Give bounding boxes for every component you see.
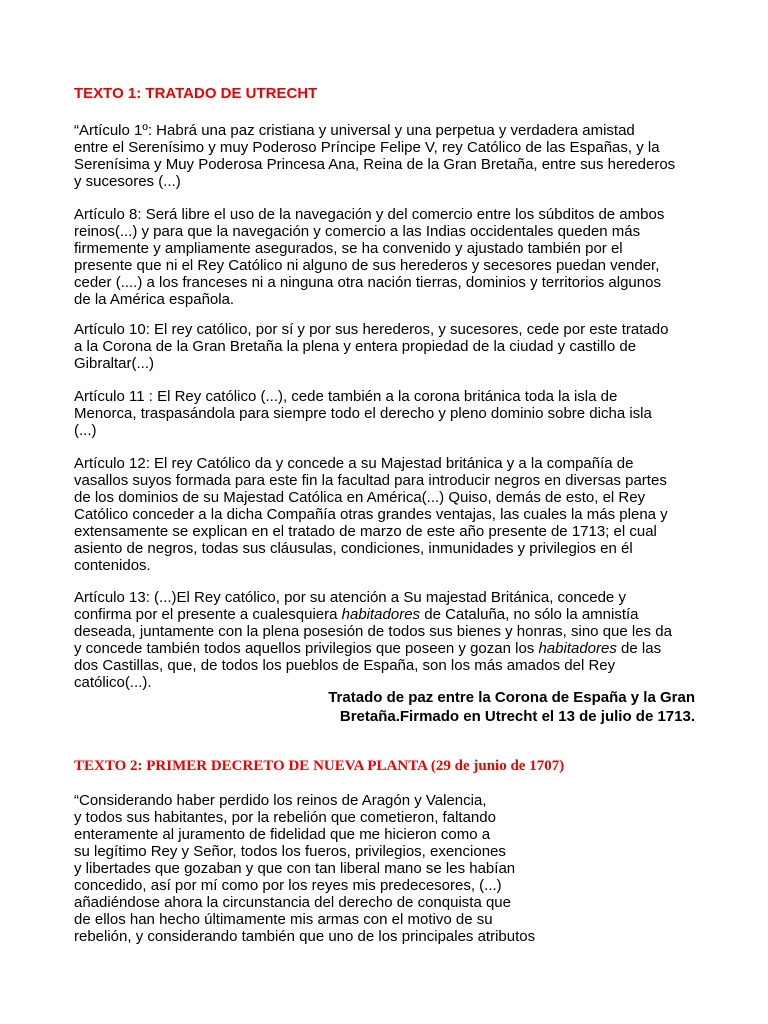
text-line: enteramente al juramento de fidelidad que me hicieron como a <box>74 826 491 843</box>
text-line: dos Castillas, que, de todos los pueblos de España, son los más amados del Rey <box>74 657 616 674</box>
text-line: su legítimo Rey y Señor, todos los fueros, privilegios, exenciones <box>74 843 506 860</box>
articulo-12-paragraph <box>74 455 704 574</box>
text-line: y libertades que gozaban y que con tan liberal mano se les habían <box>74 860 516 877</box>
text-line <box>74 640 704 657</box>
text-segment: de Cataluña, no sólo la amnistía <box>420 606 639 623</box>
text-line: Artículo 8: Será libre el uso de la navegación y del comercio entre los súbditos de ambos <box>74 206 665 223</box>
text-line: “Artículo 1º: Habrá una paz cristiana y universal y una perpetua y verdadera amistad <box>74 122 635 139</box>
text-line: concedido, así por mí como por los reyes mis predecesores, (...) <box>74 877 502 894</box>
text-line: (...) <box>74 422 97 439</box>
text-line: Gibraltar(...) <box>74 355 155 372</box>
text-line: y todos sus habitantes, por la rebelión que cometieron, faltando <box>74 809 496 826</box>
text-segment: y concede también todos aquellos privilegios que poseen y gozan los <box>74 640 539 657</box>
text-line <box>74 606 704 623</box>
text-line: rebelión, y considerando también que uno de los principales atributos <box>74 928 536 945</box>
articulo-11-paragraph <box>74 388 704 439</box>
articulo-8-paragraph <box>74 206 704 308</box>
text-line: presente que ni el Rey Católico ni alguno de sus herederos y secesores puedan vender, <box>74 257 660 274</box>
text-line: Católico conceder a la dicha Compañía otras grandes ventajas, las cuales la más plena y <box>74 506 668 523</box>
text-line: de la América española. <box>74 291 235 308</box>
articulo-10-paragraph <box>74 321 704 372</box>
text-line: vasallos suyos formada para este fin la facultad para introducir negros en diversas partes <box>74 472 667 489</box>
text-line: deseada, juntamente con la plena posesión de todos sus bienes y honras, sino que les da <box>74 623 672 640</box>
text-line: firmemente y ampliamente asegurados, se ha convenido y ajustado también por el <box>74 240 623 257</box>
text-line: extensamente se explican en el tratado de marzo de este año presente de 1713; el cual <box>74 523 657 540</box>
texto1-heading: TEXTO 1: TRATADO DE UTRECHT <box>74 85 318 102</box>
text-line: añadiéndose ahora la circunstancia del derecho de conquista que <box>74 894 511 911</box>
articulo-13-paragraph <box>74 589 704 691</box>
text-line: a la Corona de la Gran Bretaña la plena y entera propiedad de la ciudad y castillo de <box>74 338 637 355</box>
text-line: de los dominios de su Majestad Católica en América(...) Quiso, demás de esto, el Rey <box>74 489 646 506</box>
text-line: “Considerando haber perdido los reinos de Aragón y Valencia, <box>74 792 487 809</box>
text-line: Menorca, traspasándola para siempre todo el derecho y pleno dominio sobre dicha isla <box>74 405 652 422</box>
articulo-1-paragraph <box>74 122 704 190</box>
texto2-heading: TEXTO 2: PRIMER DECRETO DE NUEVA PLANTA (29 de junio de 1707) <box>74 758 565 774</box>
decreto-paragraph <box>74 792 704 945</box>
signature-line: Bretaña.Firmado en Utrecht el 13 de julio de 1713. <box>339 708 695 725</box>
signature-line: Tratado de paz entre la Corona de España y la Gran <box>328 689 695 706</box>
text-line: entre el Serenísimo y muy Poderoso Príncipe Felipe V, rey Católico de las Españas, y la <box>74 139 660 156</box>
text-line: católico(...). <box>74 674 152 691</box>
text-line: ceder (....) a los franceses ni a ninguna otra nación tierras, dominios y territorios algunos <box>74 274 661 291</box>
treaty-source-signature <box>328 688 695 726</box>
text-line: Artículo 12: El rey Católico da y concede a su Majestad británica y a la compañía de <box>74 455 634 472</box>
text-line: reinos(...) y para que la navegación y comercio a las Indias occidentales queden más <box>74 223 641 240</box>
italic-term: habitadores <box>538 640 617 657</box>
text-line: y sucesores (...) <box>74 173 181 190</box>
text-segment: confirma por el presente a cualesquiera <box>74 606 342 623</box>
text-line: de ellos han hecho últimamente mis armas con el motivo de su <box>74 911 493 928</box>
text-line: Artículo 11 : El Rey católico (...), cede también a la corona británica toda la isla de <box>74 388 618 405</box>
text-line: contenidos. <box>74 557 151 574</box>
text-line: asiento de negros, todas sus cláusulas, condiciones, inmunidades y privilegios en él <box>74 540 633 557</box>
text-line: Serenísima y Muy Poderosa Princesa Ana, Reina de la Gran Bretaña, entre sus herederos <box>74 156 676 173</box>
italic-term: habitadores <box>341 606 421 623</box>
text-line: Artículo 10: El rey católico, por sí y por sus herederos, y sucesores, cede por este tratado <box>74 321 669 338</box>
text-segment: de las <box>616 640 662 657</box>
text-line: Artículo 13: (...)El Rey católico, por su atención a Su majestad Británica, concede y <box>74 589 626 606</box>
